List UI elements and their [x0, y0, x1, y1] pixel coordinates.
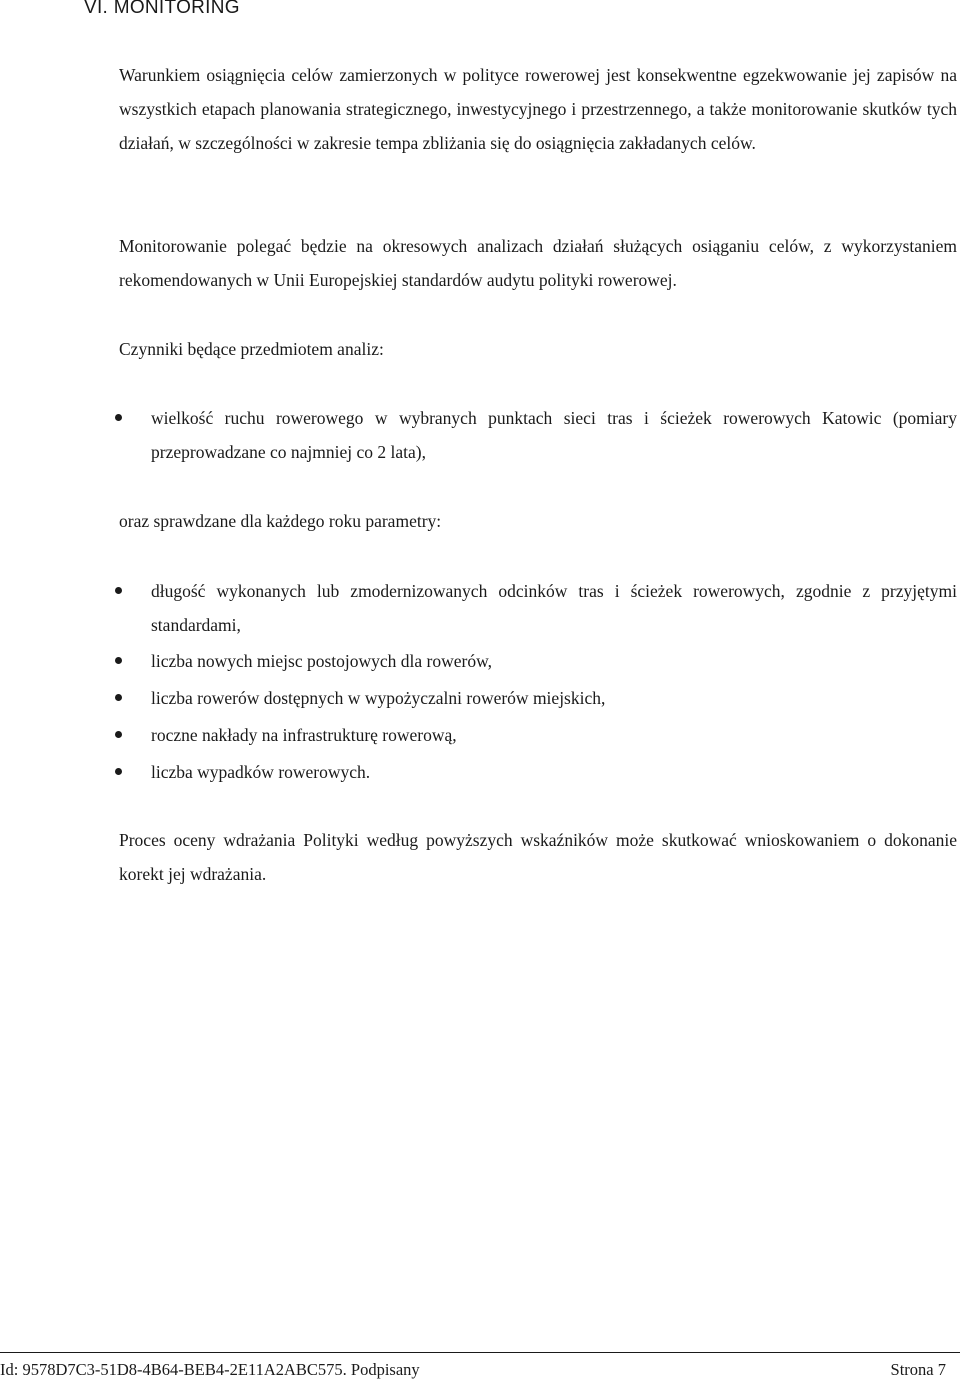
list-item	[119, 718, 957, 752]
method-paragraph: Monitorowanie polegać będzie na okresowych analizach działań służących osiąganiu celów, z wykorzystaniem rekomendowanych w Unii Europejskiej standardów audytu polityki rowerowej.	[119, 236, 957, 290]
intro-paragraph: Warunkiem osiągnięcia celów zamierzonych w polityce rowerowej jest konsekwentne egzekwowanie jej zapisów na wszystkich etapach planowania strategicznego, inwestycyjnego i przestrzennego, a także monitorowanie skutków tych działań, w szczególności w zakresie tempa zbliżania się do osiągnięcia zakładanych celów.	[119, 65, 957, 153]
bullet-icon	[115, 768, 122, 775]
list-item-text: wielkość ruchu rowerowego w wybranych punktach sieci tras i ścieżek rowerowych Katowic (pomiary przeprowadzane co najmniej co 2 lata),	[151, 408, 957, 462]
conclusion-paragraph: Proces oceny wdrażania Polityki według powyższych wskaźników może skutkować wnioskowaniem o dokonanie korekt jej wdrażania.	[119, 830, 957, 884]
bullet-icon	[115, 657, 122, 664]
document-id: Id: 9578D7C3-51D8-4B64-BEB4-2E11A2ABC575. Podpisany	[0, 1360, 420, 1379]
list-item	[119, 681, 957, 715]
list-item	[119, 755, 957, 789]
list-item-text: liczba wypadków rowerowych.	[151, 762, 371, 782]
bullet-icon	[115, 694, 122, 701]
list-item	[119, 401, 957, 469]
list-item	[119, 574, 957, 642]
section-heading: VI. MONITORING	[84, 0, 240, 18]
bullet-icon	[115, 731, 122, 738]
list-item	[119, 644, 957, 678]
yearly-parameters-list	[119, 574, 957, 789]
yearly-parameters-label: oraz sprawdzane dla każdego roku parametry:	[119, 511, 442, 531]
footer-divider	[0, 1352, 960, 1353]
factors-label: Czynniki będące przedmiotem analiz:	[119, 339, 384, 359]
list-item-text: roczne nakłady na infrastrukturę rowerową,	[151, 725, 457, 745]
bullet-icon	[115, 414, 122, 421]
list-item-text: długość wykonanych lub zmodernizowanych odcinków tras i ścieżek rowerowych, zgodnie z przyjętymi standardami,	[151, 581, 957, 635]
list-item-text: liczba nowych miejsc postojowych dla rowerów,	[151, 651, 492, 671]
factors-list	[119, 401, 957, 469]
list-item-text: liczba rowerów dostępnych w wypożyczalni rowerów miejskich,	[151, 688, 606, 708]
bullet-icon	[115, 587, 122, 594]
page-number: Strona 7	[890, 1360, 946, 1379]
